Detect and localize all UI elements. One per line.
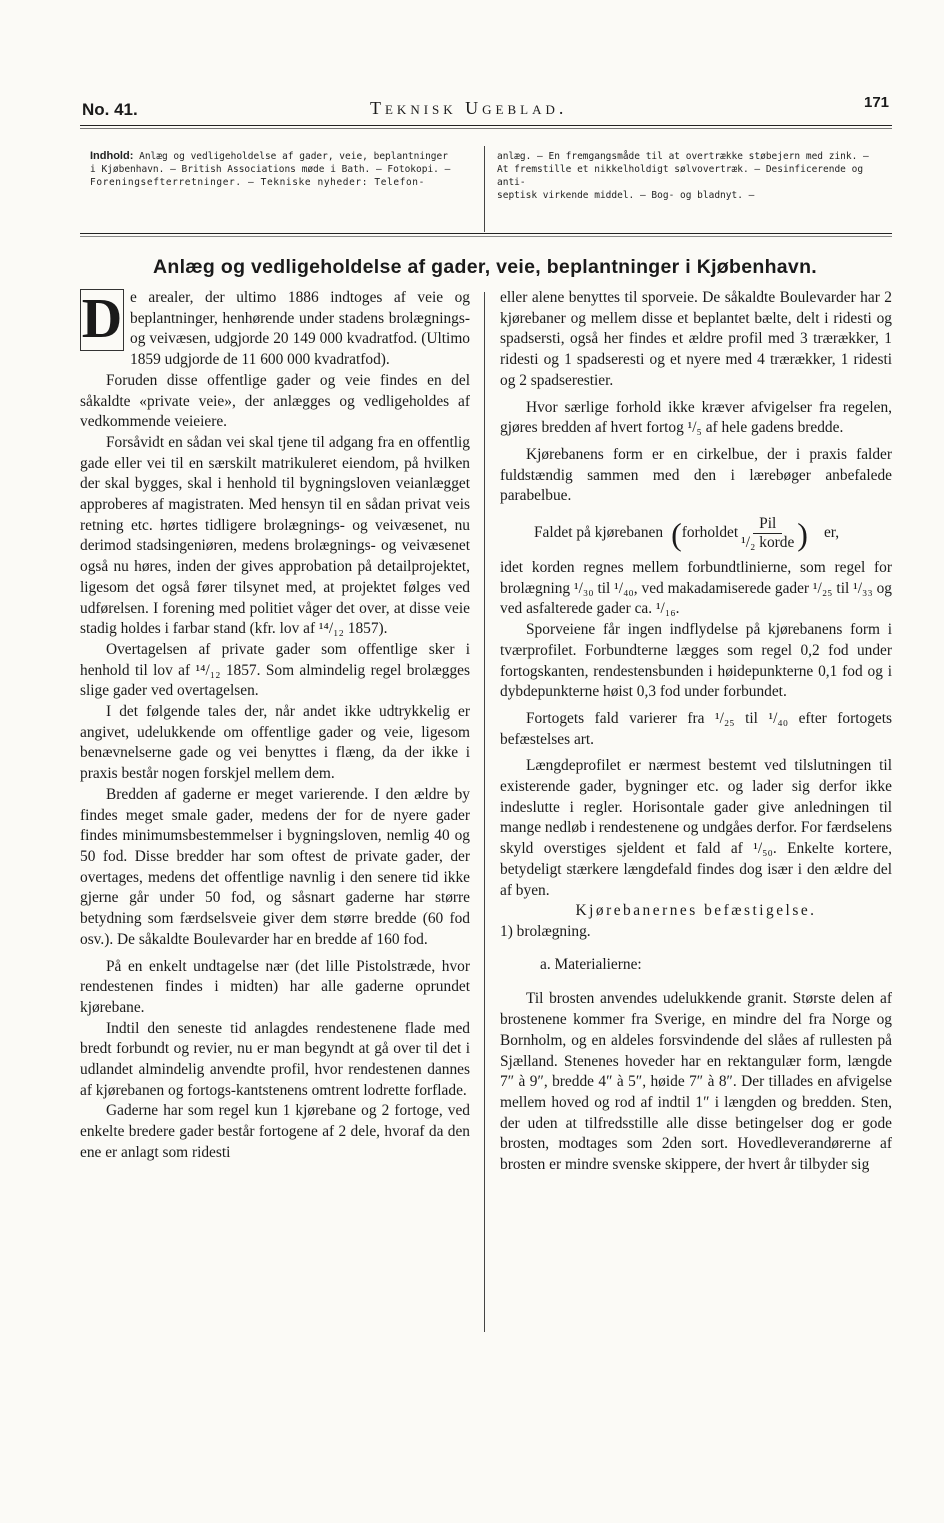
paragraph: Foruden disse offentlige gader og veie findes en del såkaldte «private veie», der anlægges og vedligeholdes af vedkommende veieiere. bbox=[80, 371, 470, 431]
article-title: Anlæg og vedligeholdelse af gader, veie, beplantninger i Kjøbenhavn. bbox=[152, 256, 818, 278]
formula-inner: forholdet bbox=[681, 524, 739, 542]
subsection-heading: 1) brolægning. bbox=[500, 922, 591, 940]
paragraph: Sporveiene får ingen indflydelse på kjørebanens form i tværprofilet. Forbundterne lægges som regel 0,2 fod under fortogskanten, rendestensbunden i høidepunkterne 0,1 fod og i dybdepunkterne høist 0,3 fod under forbundet. bbox=[500, 621, 892, 701]
left-column bbox=[80, 288, 470, 1164]
header-rule-thin bbox=[80, 128, 892, 129]
toc-divider bbox=[484, 146, 485, 232]
paragraph: Forsåvidt en sådan vei skal tjene til adgang fra en offentlig gade eller vei til en særskilt matrikuleret eiendom, på hvilken der skal bygges, skal i henhold til bygningsloven veianlægget approberes af magistraten. Med hensyn til en sådan privat veis retning etc. hørtes tidligere brolægnings- og veivæsenet, nu derimod stadsingeniøren, medens brolægnings- og veivæsenet også nu høres, inden der gives approbation på detailprojektet, ligesom det også fører tilsynet med, at projektet følges ved udførelsen. I forening med politiet våger det over, at disse veie stadig holdes i farbar stand (kfr. lov af ¹⁴/₁₂ 1857). bbox=[80, 433, 470, 638]
paragraph: Gaderne har som regel kun 1 kjørebane og 2 fortoge, ved enkelte bredere gader består fortogene af 2 dele, hvoraf da den ene er anlagt som ridesti bbox=[80, 1102, 470, 1161]
fall-formula bbox=[500, 515, 892, 552]
paragraph: Hvor særlige forhold ikke kræver afvigelser fra regelen, gjøres bredden af hvert fortog ¹/₅ af hele gadens bredde. bbox=[500, 398, 892, 437]
formula-prefix: Faldet på kjørebanen bbox=[534, 524, 664, 542]
paragraph: Kjørebanens form er en cirkelbue, der i praxis falder fuldstændig sammen med den i lærebøger anbefalede parabelbue. bbox=[500, 445, 892, 505]
column-divider bbox=[484, 292, 485, 1332]
drop-cap: D bbox=[81, 288, 123, 350]
paragraph: D e arealer, der ultimo 1886 indtoges af veie og beplantninger, henhørende under stadens brolægnings- og veivæsen, udgjorde 20 149 000 kvadratfod. (Ultimo 1859 udgjorde de 11 600 000 kvadratfod). bbox=[81, 288, 470, 369]
paragraph: Bredden af gaderne er meget varierende. I den ældre by findes meget smale gader, medens der for de nyere gader findes minimumsbestemmelser i bygningsloven, nemlig 40 og 50 fod. Disse bredder har som oftest de private gader, der overtages, medens det offentlige navnlig i den senere tid ikke gjerne går under 50 fod, og såsnart gaderne har større betydning som færdselsveie giver dem større bredde (60 fod osv.). De såkaldte Boulevarder har en bredde af 160 fod. bbox=[80, 785, 470, 948]
table-of-contents-right bbox=[497, 150, 892, 202]
subsection-subheading: a. Materialierne: bbox=[540, 955, 642, 973]
toc-line: Anlæg og vedligeholdelse af gader, veie, beplantninger bbox=[139, 151, 448, 162]
paragraph: Fortogets fald varierer fra ¹/₂₅ til ¹/₄₀ efter fortogets befæstelses art. bbox=[500, 709, 892, 748]
journal-title: Teknisk Ugeblad. bbox=[370, 98, 568, 118]
paragraph: På en enkelt undtagelse nær (det lille Pistolstræde, hvor rendestenen findes i midten) har alle gaderne oprundet kjørebane. bbox=[80, 957, 470, 1016]
paragraph: Indtil den seneste tid anlagdes rendestenene flade med bredt forbundt og revier, nu er man begyndt at gå over til det i udlandet almindelig anvendte profil, hvor rendestenen dannes af kjørebanen og fortogs-kantstenens omtrent lodrette forflade. bbox=[80, 1019, 470, 1099]
toc-rule-thin bbox=[80, 236, 892, 237]
paragraph: I det følgende tales der, når andet ikke udtrykkelig er angivet, udelukkende om offentlige gader og veie, ligesom benævnelserne gade og vei benyttes i flæng, da der ikke i praxis består nogen forskjel mellem dem. bbox=[80, 703, 470, 783]
right-column bbox=[500, 288, 892, 1176]
paragraph: eller alene benyttes til sporveie. De såkaldte Boulevarder har 2 kjørebaner og mellem disse et beplantet bælte, delt i ridesti og spadsersti, også her findes et ældre profil med 3 trærækker, 1 ridesti og 1 spadseresti og et nyere med 4 trærækker, 1 ridesti og 2 spadserestier. bbox=[500, 289, 892, 389]
page-number: 171 bbox=[864, 94, 890, 111]
toc-line: anlæg. — En fremgangsmåde til at overtrække støbejern med zink. — bbox=[497, 151, 869, 162]
paragraph: Længdeprofilet er nærmest bestemt ved tilslutningen til existerende gader, bygninger etc. og lader sig derfor ikke indeslutte i regler. Horisontale gader give anledningen til mange nedløb i rendestenene og undgåes derfor. For færdselens skyld overstiges sjeldent et fald af ¹/₅₀. Enkelte kortere, betydeligt stærkere længdefald findes dog især i den ældre del af byen. bbox=[500, 757, 892, 899]
paragraph: idet korden regnes mellem forbundtlinierne, som regel for brolægning ¹/₃₀ til ¹/₄₀, ved makadamiserede gader ¹/₂₅ til ¹/₃₃ og ved asfalterede gader ca. ¹/₁₆. bbox=[500, 559, 892, 618]
section-subheading: Kjørebanernes befæstigelse. bbox=[575, 902, 817, 920]
toc-rule bbox=[80, 233, 892, 234]
toc-label: Indhold: bbox=[90, 150, 134, 162]
toc-line: Foreningsefterretninger. — Tekniske nyheder: Telefon- bbox=[90, 177, 425, 188]
paragraph: Overtagelsen af private gader som offentlige sker i henhold til lov af ¹⁴/₁₂ 1857. Som almindelig regel brolægges slige gader ved overtagelsen. bbox=[80, 640, 470, 700]
fraction bbox=[741, 515, 794, 552]
paragraph: Til brosten anvendes udelukkende granit. Største delen af brostenene kommer fra Sverige, en mindre del fra Norge og Bornholm, og en aldeles forsvindende del slåes af rullesten på Sjælland. Stenenes hoveder har en rektangulær form, længde 7″ à 9″, bredde 4″ à 5″, høide 7″ à 8″. Der tillades en afvigelse mellem hoved og rod af indtil 1″ i længden og bredden. Sten, der uden at tilfredsstille alle disse betingelser dog er gode brosten, modtages som 2den sort. Hovedleverandørerne af brosten er mindre svenske skippere, der hvert år tilbyder sig bbox=[500, 990, 892, 1174]
table-of-contents-left bbox=[90, 150, 470, 189]
fraction-numerator: Pil bbox=[753, 515, 782, 534]
open-paren: ( bbox=[671, 515, 682, 552]
toc-line: septisk virkende middel. — Bog- og bladnyt. — bbox=[497, 190, 755, 201]
toc-line: At fremstille et nikkelholdigt sølvovertræk. — Desinficerende og anti- bbox=[497, 164, 864, 188]
fraction-denominator: ¹/₂ korde bbox=[741, 534, 795, 552]
header-rule bbox=[80, 125, 892, 126]
issue-number: No. 41. bbox=[82, 100, 138, 119]
close-paren: ) bbox=[797, 515, 808, 552]
formula-suffix: er, bbox=[823, 524, 840, 542]
toc-line: i Kjøbenhavn. — British Associations møde i Bath. — Fotokopi. — bbox=[90, 164, 451, 175]
